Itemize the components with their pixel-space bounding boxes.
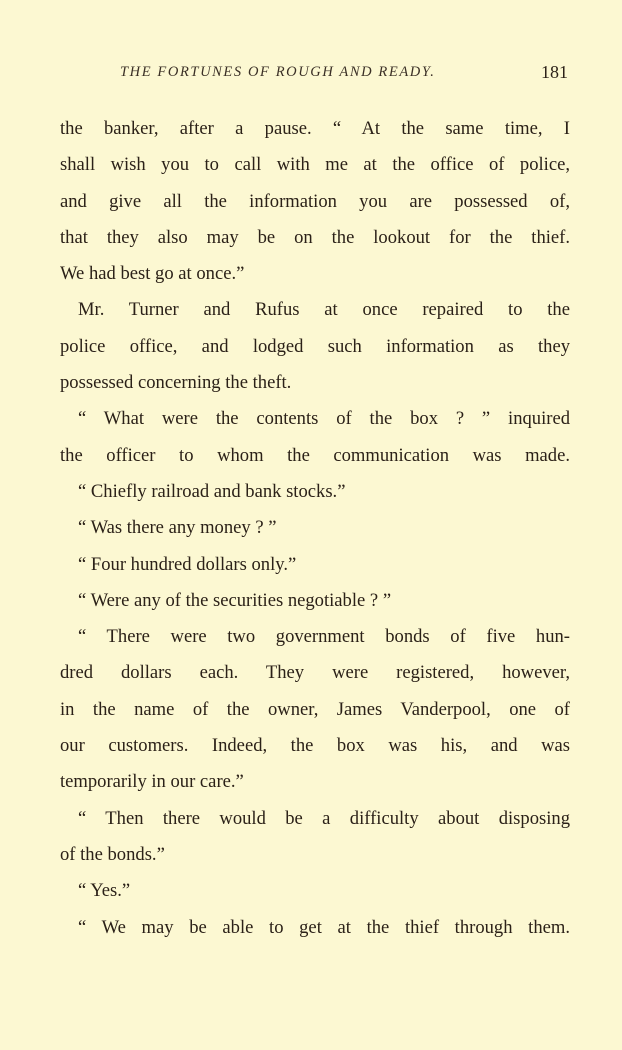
running-title: THE FORTUNES OF ROUGH AND READY. xyxy=(120,64,436,80)
text-line: “ There were two government bonds of five hun- xyxy=(78,626,570,648)
text-line: “ Were any of the securities negotiable ? ” xyxy=(78,589,392,611)
text-line: shall wish you to call with me at the office of police, xyxy=(60,154,570,176)
text-line: and give all the information you are possessed of, xyxy=(60,190,570,212)
text-line: “ We may be able to get at the thief through them. xyxy=(78,916,570,938)
text-line: We had best go at once.” xyxy=(60,263,245,285)
text-line: “ What were the contents of the box ? ” inquired xyxy=(78,408,570,430)
text-line: “ Chiefly railroad and bank stocks.” xyxy=(78,480,346,502)
text-line: that they also may be on the lookout for the thief. xyxy=(60,226,570,248)
text-line: “ Four hundred dollars only.” xyxy=(78,553,297,575)
text-line: Mr. Turner and Rufus at once repaired to the xyxy=(78,299,570,321)
text-line: “ Yes.” xyxy=(78,880,131,902)
text-line: dred dollars each. They were registered, however, xyxy=(60,662,570,684)
page-number: 181 xyxy=(541,62,568,82)
text-line: the banker, after a pause. “ At the same time, I xyxy=(60,118,570,139)
text-line: police office, and lodged such information as they xyxy=(60,335,570,357)
running-head xyxy=(60,62,570,86)
body-text xyxy=(60,111,570,946)
text-line: temporarily in our care.” xyxy=(60,771,244,793)
text-line: “ Was there any money ? ” xyxy=(78,517,277,539)
text-line: possessed concerning the theft. xyxy=(60,372,292,394)
text-line: in the name of the owner, James Vanderpool, one of xyxy=(60,698,570,720)
text-line: the officer to whom the communication was made. xyxy=(60,444,570,466)
text-line: of the bonds.” xyxy=(60,843,165,865)
text-line: “ Then there would be a difficulty about disposing xyxy=(78,807,570,829)
text-line: our customers. Indeed, the box was his, and was xyxy=(60,735,570,757)
